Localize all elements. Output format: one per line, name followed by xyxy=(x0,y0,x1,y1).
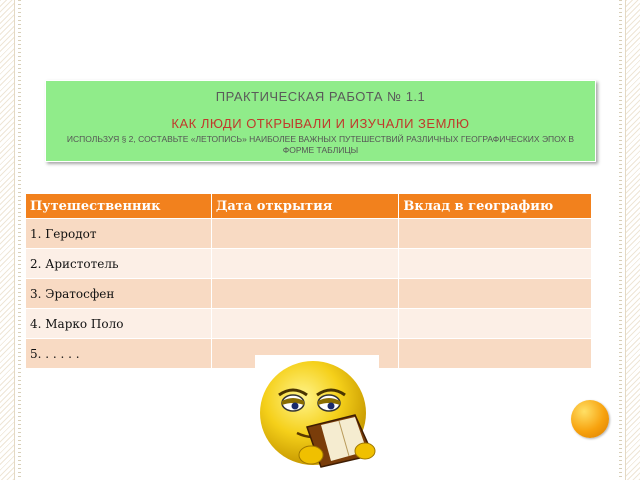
cell-date[interactable] xyxy=(211,249,399,279)
cell-contribution[interactable] xyxy=(399,219,592,249)
cell-contribution[interactable] xyxy=(399,249,592,279)
table-header-row xyxy=(26,194,592,219)
cell-traveller[interactable]: 2. Аристотель xyxy=(26,249,212,279)
cell-contribution[interactable] xyxy=(399,339,592,369)
orange-ball-icon xyxy=(571,400,609,438)
title-line2: КАК ЛЮДИ ОТКРЫВАЛИ И ИЗУЧАЛИ ЗЕМЛЮ xyxy=(171,116,470,131)
table-row xyxy=(26,249,592,279)
table-row xyxy=(26,219,592,249)
title-box xyxy=(45,80,596,162)
header-traveller: Путешественник xyxy=(26,194,212,219)
table-row xyxy=(26,309,592,339)
header-contribution: Вклад в географию xyxy=(399,194,592,219)
table-row xyxy=(26,279,592,309)
reading-smiley-icon xyxy=(255,355,379,480)
right-border-decoration xyxy=(625,0,640,480)
cell-traveller[interactable]: 4. Марко Поло xyxy=(26,309,212,339)
cell-traveller[interactable]: 3. Эратосфен xyxy=(26,279,212,309)
instruction-text: ИСПОЛЬЗУЯ § 2, СОСТАВЬТЕ «ЛЕТОПИСЬ» НАИБОЛЕЕ ВАЖНЫХ ПУТЕШЕСТВИЙ РАЗЛИЧНЫХ ГЕОГРАФИЧЕСКИХ ЭПОХ В ФОРМЕ ТАБЛИЦЫ xyxy=(66,134,575,155)
cell-date[interactable] xyxy=(211,309,399,339)
cell-traveller[interactable]: 1. Геродот xyxy=(26,219,212,249)
cell-contribution[interactable] xyxy=(399,279,592,309)
cell-date[interactable] xyxy=(211,279,399,309)
travellers-table xyxy=(25,193,592,369)
left-border-decoration xyxy=(0,0,15,480)
right-dots-decoration xyxy=(619,0,622,480)
title-line1: ПРАКТИЧЕСКАЯ РАБОТА № 1.1 xyxy=(215,89,426,104)
left-dots-decoration xyxy=(18,0,21,480)
cell-traveller[interactable]: 5. . . . . . xyxy=(26,339,212,369)
header-date: Дата открытия xyxy=(211,194,399,219)
cell-date[interactable] xyxy=(211,219,399,249)
cell-contribution[interactable] xyxy=(399,309,592,339)
